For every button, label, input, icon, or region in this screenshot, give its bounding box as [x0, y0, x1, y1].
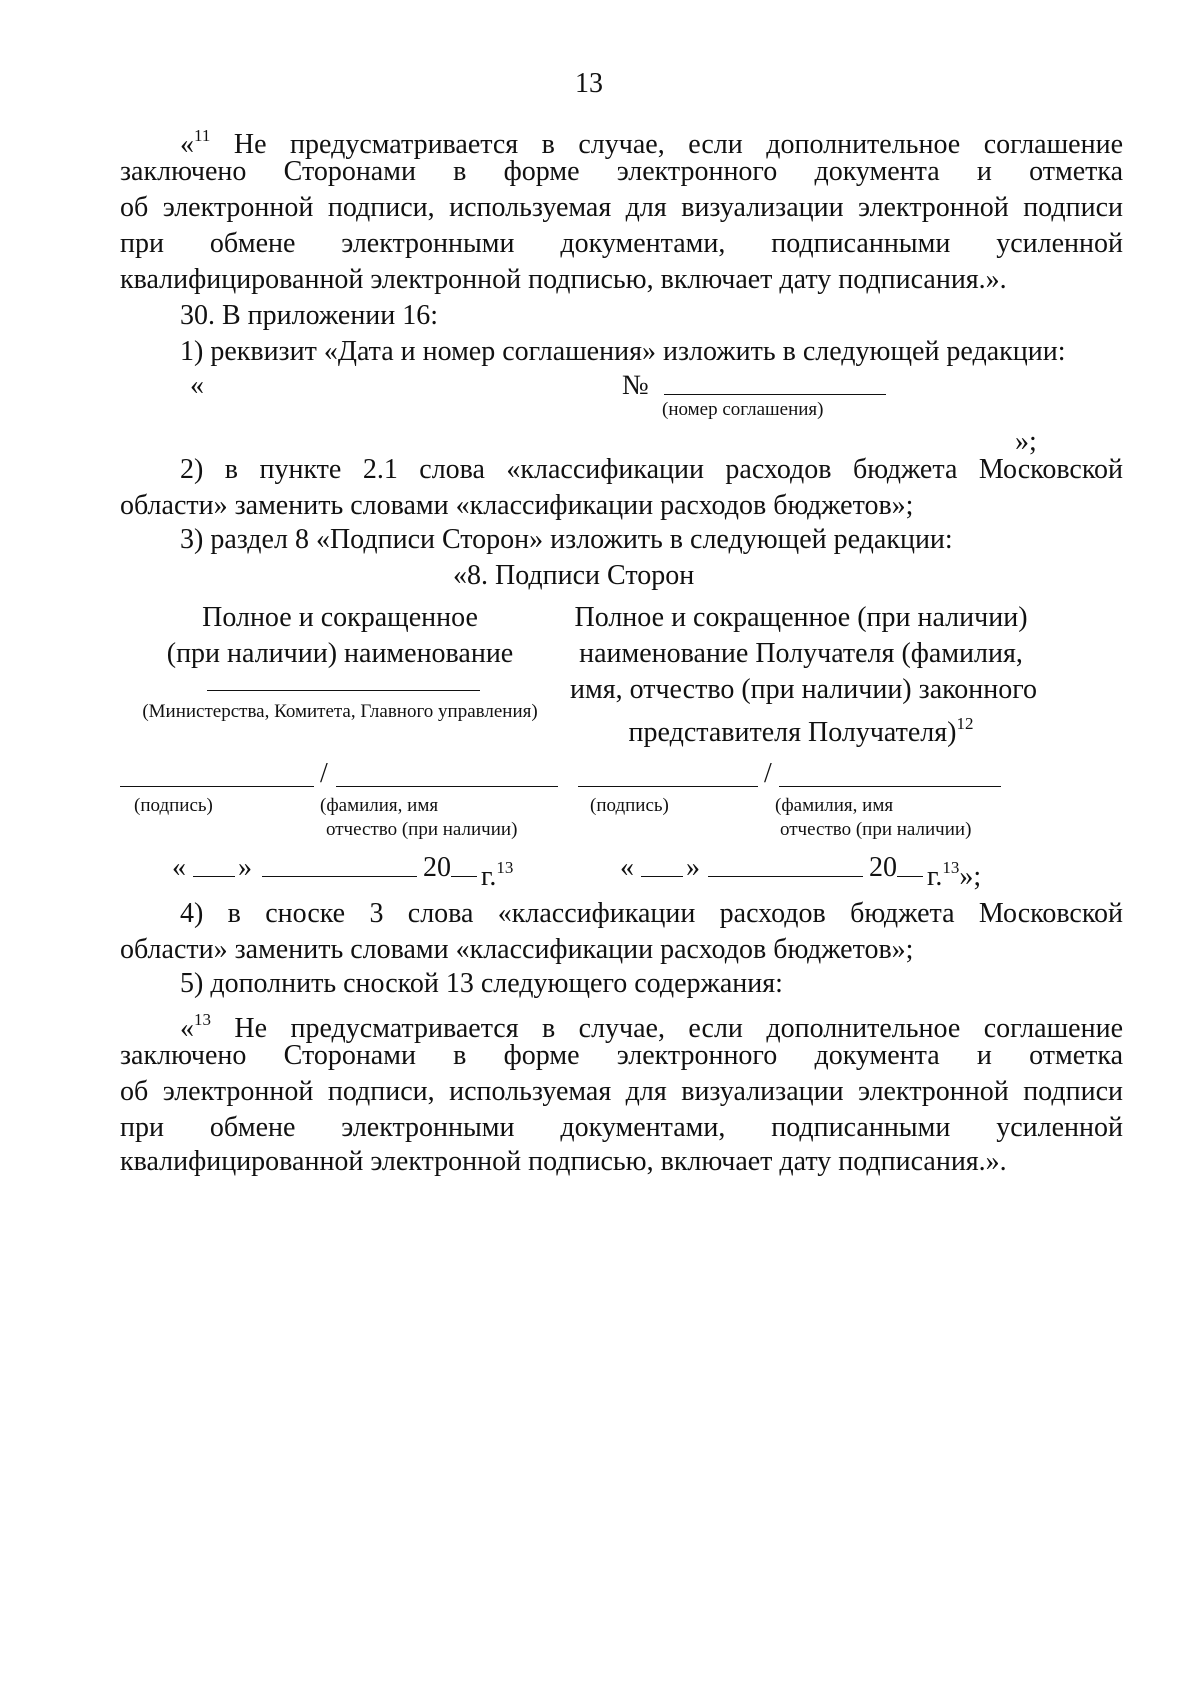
right-year-line	[897, 876, 923, 877]
item-2-line-2: области» заменить словами «классификации расходов бюджетов»;	[120, 490, 914, 521]
para-a-line-5: квалифицированной электронной подписью, включает дату подписания.».	[120, 264, 1007, 295]
para-b-line-2: заключено Сторонами в форме электронного документа и отметка	[120, 1040, 1123, 1071]
right-col-line-1: Полное и сокращенное (при наличии)	[574, 602, 1028, 633]
right-signature-line	[578, 786, 758, 787]
item-4-line-1: 4) в сноске 3 слова «классификации расходов бюджета Московской	[180, 898, 1123, 929]
left-year-line	[451, 876, 477, 877]
right-col-line-2: наименование Получателя (фамилия,	[579, 638, 1023, 669]
section-title: «8. Подписи Сторон	[453, 560, 695, 591]
right-col-line-3: имя, отчество (при наличии) законного	[570, 674, 1038, 705]
para-a-line-1: «$^{11}$ Не предусматривается в случае, если дополнительное соглашение	[180, 126, 1123, 160]
item-5: 5) дополнить сноской 13 следующего содержания:	[180, 968, 783, 999]
left-col-line-2: (при наличии) наименование	[166, 638, 514, 669]
right-sign-caption: (подпись)	[590, 795, 669, 816]
left-year: 20	[423, 852, 451, 883]
right-col-line-4: представителя Получателя)$^{12}$	[628, 714, 974, 748]
right-year-suffix: г.$^{13}$»;	[927, 858, 982, 892]
left-name-line	[336, 786, 558, 787]
item-2-line-1: 2) в пункте 2.1 слова «классификации расходов бюджета Московской	[180, 454, 1123, 485]
right-date-close-quote: »	[686, 852, 700, 883]
left-year-suffix: г.$^{13}$	[481, 858, 514, 892]
number-caption: (номер соглашения)	[662, 399, 824, 420]
left-signature-line	[120, 786, 314, 787]
para-b-line-3: об электронной подписи, используемая для визуализации электронной подписи	[120, 1076, 1123, 1107]
ministry-name-line	[207, 690, 480, 691]
item-1: 1) реквизит «Дата и номер соглашения» изложить в следующей редакции:	[180, 336, 1066, 367]
item-3: 3) раздел 8 «Подписи Сторон» изложить в следующей редакции:	[180, 524, 953, 555]
left-day-line	[193, 876, 235, 877]
page-number: 13	[575, 68, 603, 99]
item-4-line-2: области» заменить словами «классификации расходов бюджетов»;	[120, 934, 914, 965]
left-name-caption-2: отчество (при наличии)	[326, 819, 518, 840]
right-month-line	[708, 876, 863, 877]
left-sign-caption: (подпись)	[134, 795, 213, 816]
date-open-quote: «	[190, 370, 204, 401]
right-name-line	[779, 786, 1001, 787]
right-slash: /	[764, 758, 772, 789]
right-name-caption-2: отчество (при наличии)	[780, 819, 972, 840]
item-30: 30. В приложении 16:	[180, 300, 439, 331]
para-b-line-1: «$^{13}$ Не предусматривается в случае, если дополнительное соглашение	[180, 1010, 1123, 1044]
para-a-line-4: при обмене электронными документами, подписанными усиленной	[120, 228, 1123, 259]
para-b-line-5: квалифицированной электронной подписью, включает дату подписания.».	[120, 1146, 1007, 1177]
right-name-caption-1: (фамилия, имя	[775, 795, 894, 816]
left-month-line	[262, 876, 417, 877]
right-date-open-quote: «	[620, 852, 634, 883]
date-number-close: »;	[1015, 426, 1037, 457]
left-col-line-1: Полное и сокращенное	[202, 602, 478, 633]
para-b-line-4: при обмене электронными документами, подписанными усиленной	[120, 1112, 1123, 1143]
number-sign: №	[622, 370, 649, 401]
left-name-caption-1: (фамилия, имя	[320, 795, 439, 816]
left-date-open-quote: «	[172, 852, 186, 883]
right-day-line	[641, 876, 683, 877]
left-date-close-quote: »	[238, 852, 252, 883]
agreement-number-line	[664, 394, 886, 395]
para-a-line-2: заключено Сторонами в форме электронного документа и отметка	[120, 156, 1123, 187]
para-a-line-3: об электронной подписи, используемая для визуализации электронной подписи	[120, 192, 1123, 223]
right-year: 20	[869, 852, 897, 883]
left-slash: /	[320, 758, 328, 789]
ministry-caption: (Министерства, Комитета, Главного управления)	[142, 701, 538, 722]
